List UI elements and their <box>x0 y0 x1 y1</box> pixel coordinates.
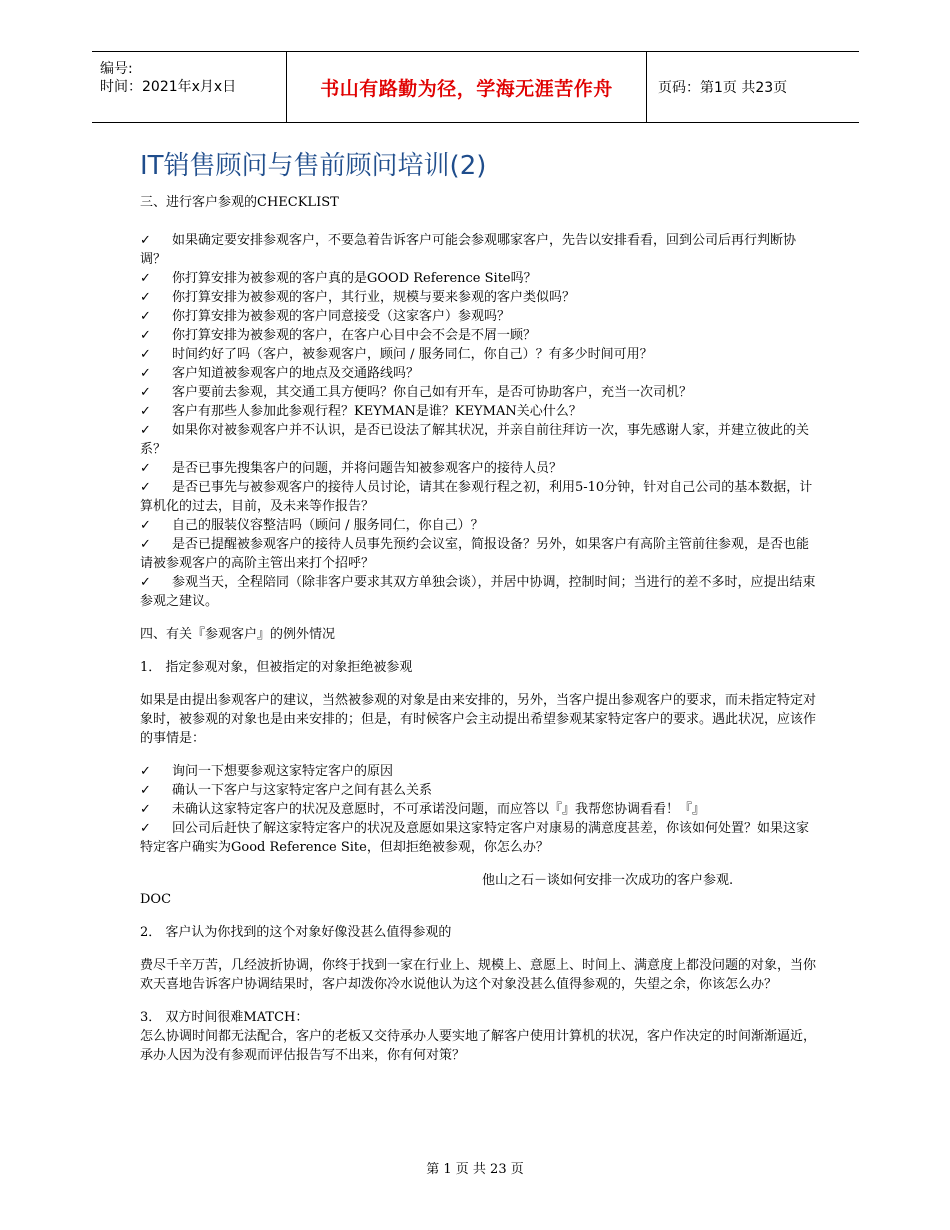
list-item: ✓ 确认一下客户与这家特定客户之间有甚么关系 <box>140 783 433 798</box>
case1-title: 1． 指定参观对象，但被指定的对象拒绝被参观 <box>140 660 413 675</box>
checklist <box>140 231 820 611</box>
checklist-item: ✓ 时间约好了吗（客户，被参观客户，顾问 / 服务同仁，你自己）？有多少时间可用？ <box>140 347 653 362</box>
section3-heading: 三、进行客户参观的CHECKLIST <box>140 195 339 210</box>
page-footer <box>0 1158 950 1177</box>
source-line-ext: DOC <box>140 892 172 907</box>
checklist-item: ✓ 客户有那些人参加此参观行程？KEYMAN是谁？KEYMAN关心什么？ <box>140 404 582 419</box>
check-icon: ✓ <box>140 290 151 305</box>
check-icon: ✓ <box>140 461 151 476</box>
check-icon: ✓ <box>140 783 151 798</box>
check-icon: ✓ <box>140 423 151 438</box>
checklist-item: ✓ 自己的服装仪容整洁吗（顾问 / 服务同仁，你自己）？ <box>140 518 484 533</box>
check-icon: ✓ <box>140 575 151 590</box>
number-label: 编号: <box>100 61 133 77</box>
checklist-item: ✓ 如果确定要安排参观客户，不要急着告诉客户可能会参观哪家客户，先告以安排看看，回到公司后再行判断协调？ <box>140 233 797 267</box>
check-icon: ✓ <box>140 385 151 400</box>
check-icon: ✓ <box>140 309 151 324</box>
case3-paragraph: 怎么协调时间都无法配合，客户的老板又交待承办人要实地了解客户使用计算机的状况，客户作决定的时间渐渐逼近，承办人因为没有参观而评估报告写不出来，你有何对策？ <box>140 1029 817 1063</box>
list-item: ✓ 回公司后赶快了解这家特定客户的状况及意愿如果这家特定客户对康易的满意度甚差，你该如何处置？如果这家特定客户确实为Good Reference Site，但却拒绝被参观，你怎么办？ <box>140 821 810 855</box>
check-icon: ✓ <box>140 366 151 381</box>
checklist-item: ✓ 你打算安排为被参观的客户，在客户心目中会不会是不屑一顾？ <box>140 328 537 343</box>
check-icon: ✓ <box>140 821 151 836</box>
check-icon: ✓ <box>140 404 151 419</box>
checklist-item: ✓ 是否已提醒被参观客户的接待人员事先预约会议室，简报设备？另外，如果客户有高阶主管前往参观，是否也能请被参观客户的高阶主管出来打个招呼？ <box>140 537 810 571</box>
page-label: 页码：第1页 共23页 <box>658 80 788 96</box>
case3-title: 3． 双方时间很难MATCH： <box>140 1010 309 1025</box>
case1-paragraph: 如果是由提出参观客户的建议，当然被参观的对象是由来安排的，另外，当客户提出参观客户的要求，而未指定特定对象时，被参观的对象也是由来安排的；但是，有时候客户会主动提出希望参观某家特定客户的要求。遇此状况，应该作的事情是： <box>140 693 817 746</box>
checklist-item: ✓ 参观当天，全程陪同（除非客户要求其双方单独会谈），并居中协调，控制时间；当进行的差不多时，应提出结束参观之建议。 <box>140 575 816 609</box>
motto: 书山有路勤为径，学海无涯苦作舟 <box>320 77 613 100</box>
list-item: ✓ 未确认这家特定客户的状况及意愿时，不可承诺没问题，而应答以『』我帮您协调看看！『』 <box>140 802 706 817</box>
check-icon: ✓ <box>140 764 151 779</box>
checklist-item: ✓ 是否已事先搜集客户的问题，并将问题告知被参观客户的接待人员？ <box>140 461 563 476</box>
check-icon: ✓ <box>140 328 151 343</box>
section4-heading: 四、有关『参观客户』的例外情况 <box>140 627 336 642</box>
list-item: ✓ 询问一下想要参观这家特定客户的原因 <box>140 764 394 779</box>
source-line: 他山之石－谈如何安排一次成功的客户参观. <box>482 873 734 888</box>
checklist-item: ✓ 客户知道被参观客户的地点及交通路线吗？ <box>140 366 420 381</box>
case1-list <box>140 762 820 857</box>
checklist-item: ✓ 你打算安排为被参观的客户同意接受（这家客户）参观吗？ <box>140 309 511 324</box>
case2-paragraph: 费尽千辛万苦，几经波折协调，你终于找到一家在行业上、规模上、意愿上、时间上、满意度上都没问题的对象，当你欢天喜地告诉客户协调结果时，客户却泼你冷水说他认为这个对象没甚么值得参观的，失望之余，你该怎么办？ <box>140 958 817 992</box>
check-icon: ✓ <box>140 347 151 362</box>
footer-page-number: 第 1 页 共 23 页 <box>426 1162 524 1177</box>
time-label: 时间：2021年x月x日 <box>100 79 237 95</box>
checklist-item: ✓ 你打算安排为被参观的客户真的是GOOD Reference Site吗？ <box>140 271 537 286</box>
check-icon: ✓ <box>140 233 151 248</box>
check-icon: ✓ <box>140 802 151 817</box>
check-icon: ✓ <box>140 480 151 495</box>
header-meta <box>92 52 286 122</box>
header-page-cell <box>645 52 859 122</box>
header-motto-cell <box>286 52 647 122</box>
check-icon: ✓ <box>140 271 151 286</box>
check-icon: ✓ <box>140 518 151 533</box>
checklist-item: ✓ 客户要前去参观，其交通工具方便吗？你自己如有开车，是否可协助客户，充当一次司机？ <box>140 385 693 400</box>
check-icon: ✓ <box>140 537 151 552</box>
checklist-item: ✓ 如果你对被参观客户并不认识，是否已设法了解其状况，并亲自前往拜访一次，事先感谢人家，并建立彼此的关系？ <box>140 423 810 457</box>
case2-title: 2． 客户认为你找到的这个对象好像没甚么值得参观的 <box>140 925 452 940</box>
document-title: IT销售顾问与售前顾问培训(2) <box>140 151 487 181</box>
checklist-item: ✓ 是否已事先与被参观客户的接待人员讨论，请其在参观行程之初，利用5-10分钟，针对自己公司的基本数据，计算机化的过去，目前，及未来等作报告？ <box>140 480 813 514</box>
document-body <box>140 193 820 1065</box>
checklist-item: ✓ 你打算安排为被参观的客户，其行业，规模与要来参观的客户类似吗？ <box>140 290 576 305</box>
page-header <box>92 51 859 123</box>
